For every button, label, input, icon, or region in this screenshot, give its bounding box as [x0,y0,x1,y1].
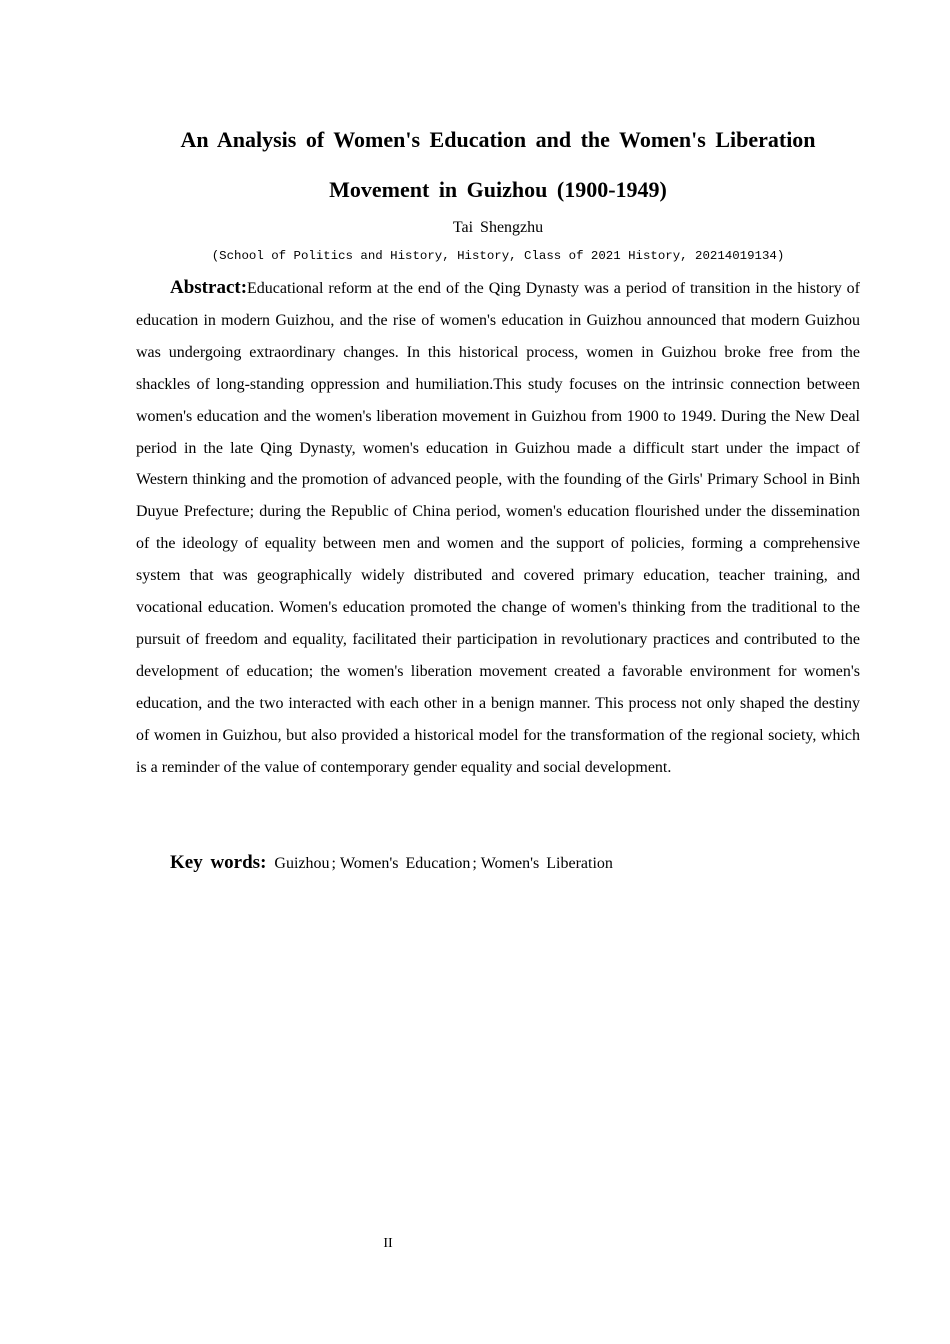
paper-title-line-1: An Analysis of Women's Education and the Women's Liberation [180,127,816,152]
abstract-label: Abstract: [170,277,248,298]
keyword-separator: ; [331,855,336,872]
keyword-item: Guizhou [274,855,330,872]
keyword-separator: ; [472,855,477,872]
keyword-item: Women's Liberation [480,855,613,872]
author-name: Tai Shengzhu [452,219,544,236]
abstract-paragraph [136,272,860,784]
paper-title-line-2: Movement in Guizhou (1900-1949) [329,177,667,202]
page-number: II [383,1236,393,1251]
keywords-line [136,848,860,879]
keywords-label: Key words: [170,852,267,873]
keyword-item: Women's Education [339,855,471,872]
author-affiliation: (School of Politics and History, History, Class of 2021 History, 20214019134) [211,249,785,263]
abstract-text: Educational reform at the end of the Qing Dynasty was a period of transition in the history of education in modern Guizhou, and the rise of women's education in Guizhou announced that modern Guizhou was undergoing extraordinary changes. In this historical process, women in Guizhou broke free from the shackles of long-standing oppression and humiliation.This study focuses on the intrinsic connection between women's education and the women's liberation movement in Guizhou from 1900 to 1949. During the New Deal period in the late Qing Dynasty, women's education in Guizhou made a difficult start under the impact of Western thinking and the promotion of advanced people, with the founding of the Girls' Primary School in Binh Duyue Prefecture; during the Republic of China period, women's education flourished under the dissemination of the ideology of equality between men and women and the support of policies, forming a comprehensive system that was geographically widely distributed and covered primary education, teacher training, and vocational education. Women's education promoted the change of women's thinking from the traditional to the pursuit of freedom and equality, facilitated their participation in revolutionary practices and contributed to the development of education; the women's liberation movement created a favorable environment for women's education, and the two interacted with each other in a benign manner. This process not only shaped the destiny of women in Guizhou, but also provided a historical model for the transformation of the regional society, which is a reminder of the value of contemporary gender equality and social development. [136,280,860,776]
